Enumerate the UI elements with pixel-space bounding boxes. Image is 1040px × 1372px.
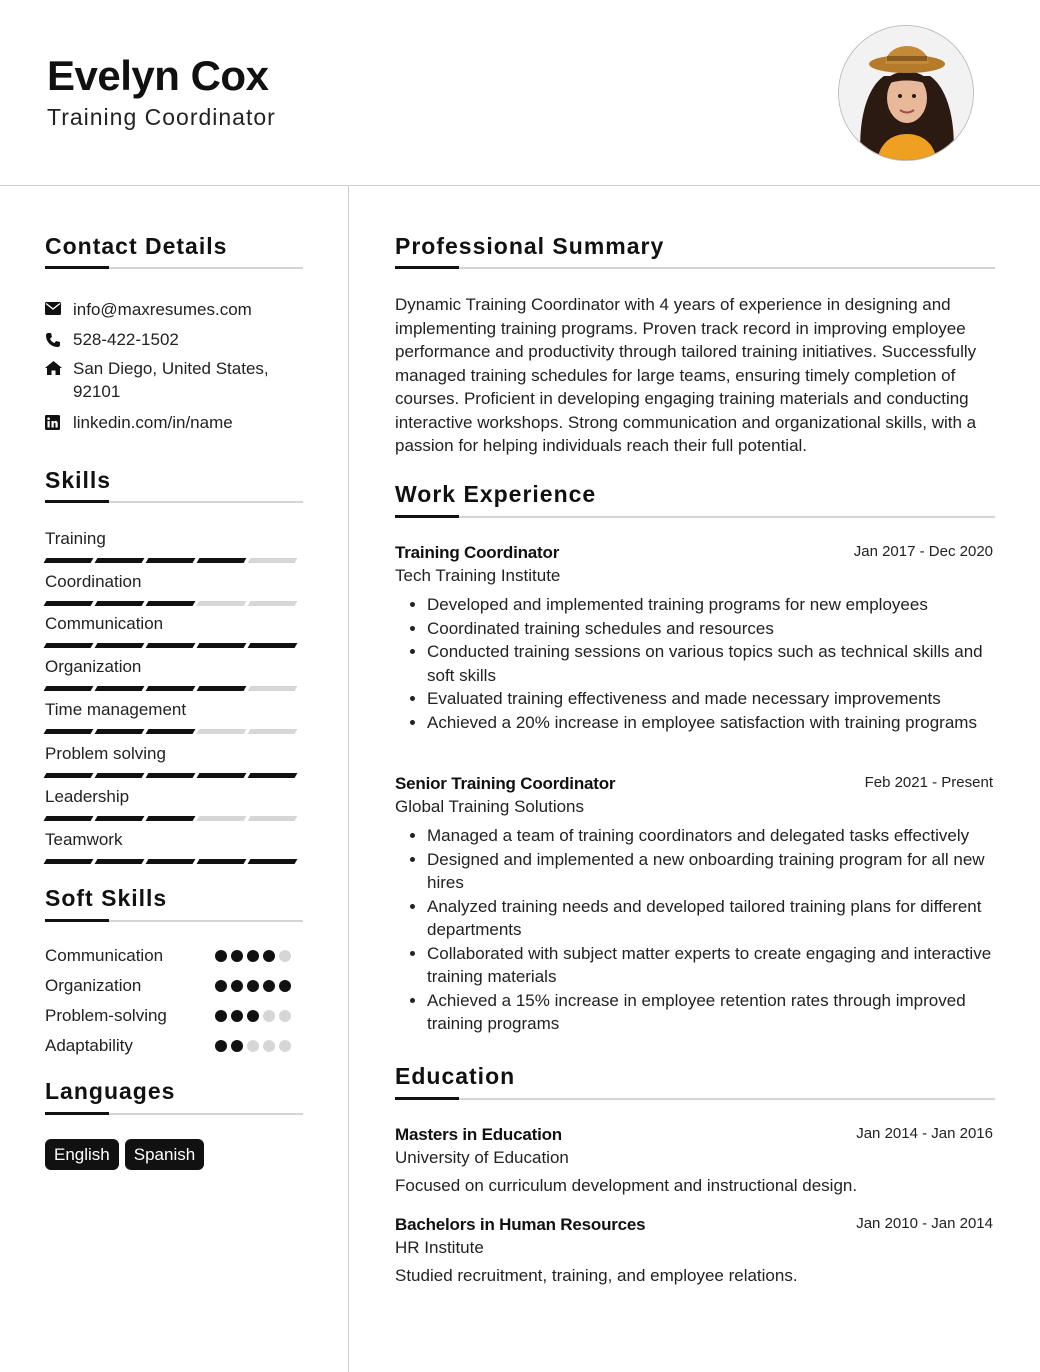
skill-rating-segment	[248, 601, 298, 606]
experience-heading-rule	[395, 516, 995, 518]
skill-rating-segment	[146, 729, 196, 734]
skill-rating-segment	[197, 686, 247, 691]
job-bullet: • Achieved a 15% increase in employee retention rates through improved training programs	[427, 989, 995, 1036]
job-organization: Global Training Solutions	[395, 797, 585, 816]
skill-rating-segment	[197, 859, 247, 864]
summary-heading-rule	[395, 267, 995, 269]
skill-rating-segment	[248, 729, 298, 734]
education-entry	[395, 1125, 995, 1196]
skill-label: Problem solving	[45, 744, 166, 763]
soft-skill-rating-dot	[279, 950, 291, 962]
skill-label: Training	[45, 529, 106, 548]
skill-label: Time management	[45, 700, 187, 719]
contact-heading: Contact Details	[45, 233, 228, 259]
contact-linkedin-text: linkedin.com/in/name	[73, 413, 233, 432]
skill-rating-bars	[45, 729, 303, 734]
job-bullet: • Analyzed training needs and developed tailored training plans for different departments	[427, 895, 995, 942]
skill-rating-segment	[44, 558, 94, 563]
soft-skills-heading-rule	[45, 920, 303, 922]
skill-rating-bars	[45, 773, 303, 778]
contact-address	[45, 357, 303, 403]
job-bullet: • Designed and implemented a new onboarding training program for all new hires	[427, 848, 995, 895]
envelope-icon	[45, 298, 73, 321]
soft-skill-rating-dot	[215, 950, 227, 962]
candidate-title: Training Coordinator	[47, 104, 276, 130]
soft-skill-rating-dot	[279, 980, 291, 992]
skill-row	[45, 657, 303, 691]
soft-skill-rating-dot	[215, 1040, 227, 1052]
skill-rating-segment	[197, 601, 247, 606]
soft-skill-label: Organization	[45, 976, 142, 995]
skill-rating-segment	[146, 686, 196, 691]
skill-rating-segment	[248, 859, 298, 864]
job-entry	[395, 774, 995, 1036]
skill-label: Coordination	[45, 572, 142, 591]
soft-skill-rating-dots	[215, 980, 291, 992]
soft-skill-rating-dot	[231, 1010, 243, 1022]
job-bullets	[395, 824, 995, 1036]
job-role: Senior Training Coordinator	[395, 774, 616, 793]
skill-row	[45, 529, 303, 563]
skill-rating-bars	[45, 686, 303, 691]
soft-skill-rating-dot	[279, 1010, 291, 1022]
skill-label: Communication	[45, 614, 164, 633]
education-date: Jan 2014 - Jan 2016	[856, 1125, 993, 1142]
skill-row	[45, 700, 303, 734]
job-date: Feb 2021 - Present	[864, 774, 993, 791]
soft-skill-rating-dot	[247, 980, 259, 992]
soft-skill-rating-dot	[247, 1040, 259, 1052]
education-entry	[395, 1215, 995, 1286]
job-bullet: • Evaluated training effectiveness and made necessary improvements	[427, 687, 995, 711]
languages-heading-rule	[45, 1113, 303, 1115]
soft-skill-label: Communication	[45, 946, 164, 965]
profile-photo-image	[839, 26, 974, 161]
job-entry	[395, 543, 995, 734]
education-date: Jan 2010 - Jan 2014	[856, 1215, 993, 1232]
skill-rating-segment	[248, 686, 298, 691]
soft-skill-rating-dots	[215, 1040, 291, 1052]
profile-photo	[838, 25, 974, 161]
summary-text: Dynamic Training Coordinator with 4 years of experience in designing and implementing training programs. Proven track record in improving employee performance and productivity through tailored training initiatives. Successfully managed training schedules for large teams, ensuring timely completion of courses. Proficient in developing engaging training materials and conducting interactive workshops. Strong communication and organizational skills, with a passion for helping individuals reach their full potential.	[395, 295, 977, 455]
skill-row	[45, 830, 303, 864]
soft-skill-label: Problem-solving	[45, 1006, 167, 1025]
contact-email[interactable]	[45, 298, 303, 321]
skills-heading-rule	[45, 501, 303, 503]
soft-skill-rating-dot	[231, 950, 243, 962]
skill-row	[45, 614, 303, 648]
skill-rating-segment	[146, 558, 196, 563]
contact-phone[interactable]	[45, 328, 303, 351]
soft-skill-rating-dot	[279, 1040, 291, 1052]
skill-row	[45, 787, 303, 821]
education-school: HR Institute	[395, 1238, 484, 1257]
skill-rating-bars	[45, 601, 303, 606]
skill-label: Organization	[45, 657, 142, 676]
soft-skills-heading: Soft Skills	[45, 885, 168, 911]
phone-icon	[45, 328, 73, 351]
skill-rating-segment	[248, 558, 298, 563]
education-description: Studied recruitment, training, and employee relations.	[395, 1266, 798, 1285]
soft-skill-rating-dot	[263, 1010, 275, 1022]
skill-label: Leadership	[45, 787, 130, 806]
soft-skill-rating-dot	[231, 1040, 243, 1052]
job-organization: Tech Training Institute	[395, 566, 561, 585]
languages-heading: Languages	[45, 1078, 176, 1104]
job-bullet: • Coordinated training schedules and resources	[427, 617, 995, 641]
job-bullet: • Conducted training sessions on various topics such as technical skills and soft skills	[427, 640, 995, 687]
soft-skill-rating-dot	[231, 980, 243, 992]
skill-rating-segment	[146, 601, 196, 606]
skill-rating-segment	[248, 816, 298, 821]
skill-rating-segment	[95, 773, 145, 778]
skill-rating-segment	[197, 558, 247, 563]
language-badge: Spanish	[125, 1139, 204, 1170]
contact-address-text: San Diego, United States, 92101	[73, 359, 269, 401]
soft-skill-rating-dot	[263, 1040, 275, 1052]
soft-skill-rating-dot	[215, 980, 227, 992]
languages-list	[45, 1139, 204, 1170]
skill-rating-segment	[146, 773, 196, 778]
education-degree: Bachelors in Human Resources	[395, 1215, 646, 1234]
summary-heading: Professional Summary	[395, 233, 665, 259]
skill-rating-segment	[95, 816, 145, 821]
soft-skill-label: Adaptability	[45, 1036, 133, 1055]
linkedin-icon	[45, 411, 73, 434]
job-bullet: • Developed and implemented training programs for new employees	[427, 593, 995, 617]
contact-linkedin[interactable]	[45, 411, 303, 434]
skill-label: Teamwork	[45, 830, 123, 849]
skill-rating-bars	[45, 558, 303, 563]
soft-skill-rating-dot	[263, 950, 275, 962]
soft-skill-rating-dot	[247, 1010, 259, 1022]
skill-rating-segment	[248, 643, 298, 648]
contact-email-text: info@maxresumes.com	[73, 300, 252, 319]
soft-skill-rating-dot	[215, 1010, 227, 1022]
soft-skill-rating-dots	[215, 950, 291, 962]
education-heading-rule	[395, 1098, 995, 1100]
skill-rating-segment	[44, 729, 94, 734]
education-school: University of Education	[395, 1148, 569, 1167]
skill-rating-segment	[146, 643, 196, 648]
education-description: Focused on curriculum development and instructional design.	[395, 1176, 858, 1195]
skill-rating-bars	[45, 859, 303, 864]
contact-phone-text: 528-422-1502	[73, 330, 179, 349]
resume-header	[0, 0, 1040, 186]
experience-heading: Work Experience	[395, 481, 597, 507]
education-heading: Education	[395, 1063, 516, 1089]
skill-rating-segment	[197, 643, 247, 648]
skill-rating-segment	[44, 601, 94, 606]
skill-rating-segment	[248, 773, 298, 778]
education-degree: Masters in Education	[395, 1125, 562, 1144]
skill-rating-segment	[197, 773, 247, 778]
skill-rating-segment	[197, 816, 247, 821]
skill-row	[45, 744, 303, 778]
skill-rating-segment	[95, 558, 145, 563]
contact-heading-rule	[45, 267, 303, 269]
candidate-name: Evelyn Cox	[47, 52, 269, 99]
soft-skill-rating-dot	[263, 980, 275, 992]
skill-rating-segment	[95, 859, 145, 864]
skill-rating-segment	[95, 686, 145, 691]
skill-rating-segment	[44, 643, 94, 648]
skill-rating-segment	[95, 643, 145, 648]
skill-rating-bars	[45, 816, 303, 821]
job-bullet: • Achieved a 20% increase in employee satisfaction with training programs	[427, 711, 995, 735]
job-role: Training Coordinator	[395, 543, 560, 562]
soft-skill-rating-dot	[247, 950, 259, 962]
soft-skill-rating-dots	[215, 1010, 291, 1022]
job-bullet: • Managed a team of training coordinators and delegated tasks effectively	[427, 824, 995, 848]
job-bullet: • Collaborated with subject matter experts to create engaging and interactive training materials	[427, 942, 995, 989]
skill-rating-segment	[197, 729, 247, 734]
skill-rating-segment	[44, 686, 94, 691]
home-icon	[45, 357, 73, 403]
skill-rating-segment	[146, 816, 196, 821]
job-bullets	[395, 593, 995, 734]
column-divider	[348, 186, 349, 1372]
skill-rating-segment	[95, 729, 145, 734]
skill-rating-bars	[45, 643, 303, 648]
job-date: Jan 2017 - Dec 2020	[853, 543, 993, 560]
skill-rating-segment	[44, 816, 94, 821]
skill-row	[45, 572, 303, 606]
skill-rating-segment	[95, 601, 145, 606]
language-badge: English	[45, 1139, 119, 1170]
skills-heading: Skills	[45, 467, 112, 493]
skill-rating-segment	[44, 859, 94, 864]
skill-rating-segment	[146, 859, 196, 864]
skill-rating-segment	[44, 773, 94, 778]
